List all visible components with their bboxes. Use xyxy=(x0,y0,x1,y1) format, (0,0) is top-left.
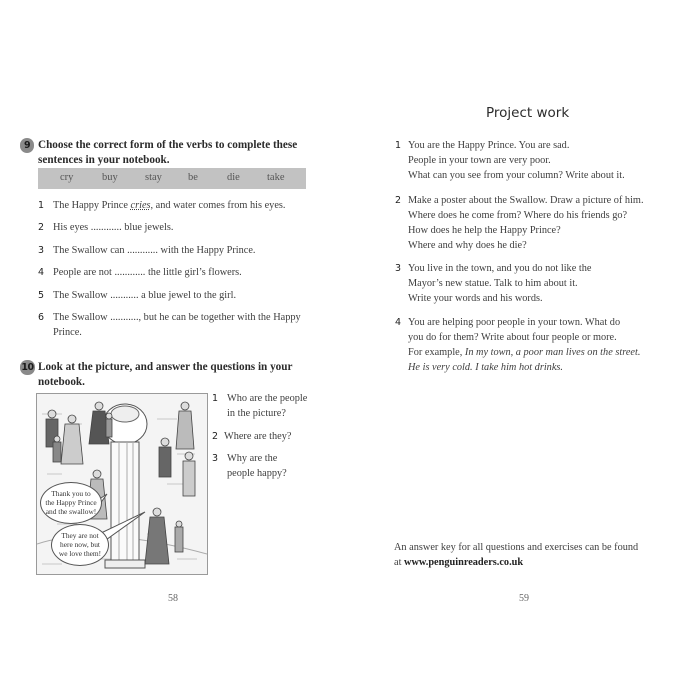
sentence-number: 4 xyxy=(38,267,45,278)
sentence-text: , and water comes from his eyes. xyxy=(150,200,286,211)
penguin-readers-link[interactable]: www.penguinreaders.co.uk xyxy=(404,557,524,568)
project-item-4 xyxy=(395,315,685,375)
example-text: He is very cold. I take him hot drinks. xyxy=(408,362,563,373)
blank: ............ xyxy=(90,222,122,233)
sentence-text: People are not xyxy=(53,267,115,278)
sentence-number: 5 xyxy=(38,290,45,301)
item-line: You are helping poor people in your town. What do xyxy=(408,317,621,328)
item-number: 2 xyxy=(395,195,402,206)
sentence-number: 2 xyxy=(38,222,45,233)
example-text: In my town, a poor man lives on the street. xyxy=(464,347,641,358)
sentence-text: blue jewels. xyxy=(121,222,174,233)
bubble-line: They are not xyxy=(61,531,99,540)
item-line: you do for them? Write about four people or more. xyxy=(408,332,617,343)
exercise-10-instruction: Look at the picture, and answer the questions in your notebook. xyxy=(38,361,293,388)
sentence-text: His eyes xyxy=(53,222,91,233)
word-box-item: die xyxy=(227,172,240,183)
speech-bubble-thanks xyxy=(40,482,102,524)
item-line: Write your words and his words. xyxy=(408,293,543,304)
item-line: Where does he come from? Where do his friends go? xyxy=(408,210,628,221)
sentence-text: The Swallow can xyxy=(53,245,128,256)
project-item-1 xyxy=(395,138,685,183)
sentence-number: 1 xyxy=(38,200,45,211)
item-number: 1 xyxy=(395,140,402,151)
item-line: Mayor’s new statue. Talk to him about it. xyxy=(408,278,578,289)
bubble-line: Thank you to xyxy=(51,489,91,498)
blank: ............ xyxy=(127,245,158,256)
exercise-9-instruction: Choose the correct form of the verbs to complete these sentences in your notebook. xyxy=(38,139,298,166)
question-text: Where are they? xyxy=(224,431,292,442)
project-work-title: Project work xyxy=(486,105,570,121)
sentence-text: the little girl’s flowers. xyxy=(145,267,242,278)
project-item-3 xyxy=(395,261,685,306)
question-number: 1 xyxy=(212,393,219,404)
bubble-line: and the swallow! xyxy=(45,507,97,516)
sentence-text: The Swallow xyxy=(53,312,111,323)
word-box-item: be xyxy=(188,172,198,183)
sentence-text: The Happy Prince xyxy=(53,200,131,211)
sentence-text: , but he can be together with the Happy Prince. xyxy=(53,312,301,338)
item-line: What can you see from your column? Write about it. xyxy=(408,170,625,181)
exercise-10-badge: 10 xyxy=(21,362,34,373)
bubble-line: we love them! xyxy=(58,549,102,558)
sentence-number: 6 xyxy=(38,312,45,323)
answer-key-text: An answer key for all questions and exercises can be found xyxy=(394,542,639,553)
example-prefix: For example, xyxy=(408,347,465,358)
right-page xyxy=(350,0,700,700)
page-number-left: 58 xyxy=(168,593,178,604)
bubble-line: the Happy Prince xyxy=(45,498,97,507)
sentence-text: with the Happy Prince. xyxy=(157,245,256,256)
word-box-item: stay xyxy=(145,172,162,183)
illustration-happy-prince-statue xyxy=(36,393,208,575)
word-box-item: take xyxy=(267,172,285,183)
answer-key-prefix: at xyxy=(394,557,405,568)
example-answer: cries xyxy=(130,200,151,211)
question-number: 3 xyxy=(212,453,219,464)
item-line: You are the Happy Prince. You are sad. xyxy=(408,140,570,151)
word-box-item: buy xyxy=(102,172,118,183)
item-line: You live in the town, and you do not like the xyxy=(408,263,592,274)
sentence-text: The Swallow xyxy=(53,290,111,301)
item-line: Where and why does he die? xyxy=(408,240,527,251)
exercise-9-badge: 9 xyxy=(20,138,34,153)
question-text: Why are the people happy? xyxy=(227,453,287,479)
sentence-text: a blue jewel to the girl. xyxy=(138,290,237,301)
bubble-line: here now, but xyxy=(60,540,100,549)
word-box-item: cry xyxy=(60,172,74,183)
question-number: 2 xyxy=(212,431,219,442)
item-line: Make a poster about the Swallow. Draw a picture of him. xyxy=(408,195,644,206)
word-box xyxy=(38,168,306,189)
item-line: People in your town are very poor. xyxy=(408,155,551,166)
answer-key-note xyxy=(394,540,694,570)
speech-bubble-love xyxy=(51,524,109,566)
blank: ........... xyxy=(110,290,139,301)
blank: ........... xyxy=(110,312,139,323)
page-number-right: 59 xyxy=(519,593,529,604)
item-number: 3 xyxy=(395,263,402,274)
project-item-2 xyxy=(395,193,685,253)
item-line: How does he help the Happy Prince? xyxy=(408,225,561,236)
item-number: 4 xyxy=(395,317,402,328)
sentence-number: 3 xyxy=(38,245,45,256)
question-text: Who are the people in the picture? xyxy=(227,393,308,419)
blank: ............ xyxy=(114,267,146,278)
